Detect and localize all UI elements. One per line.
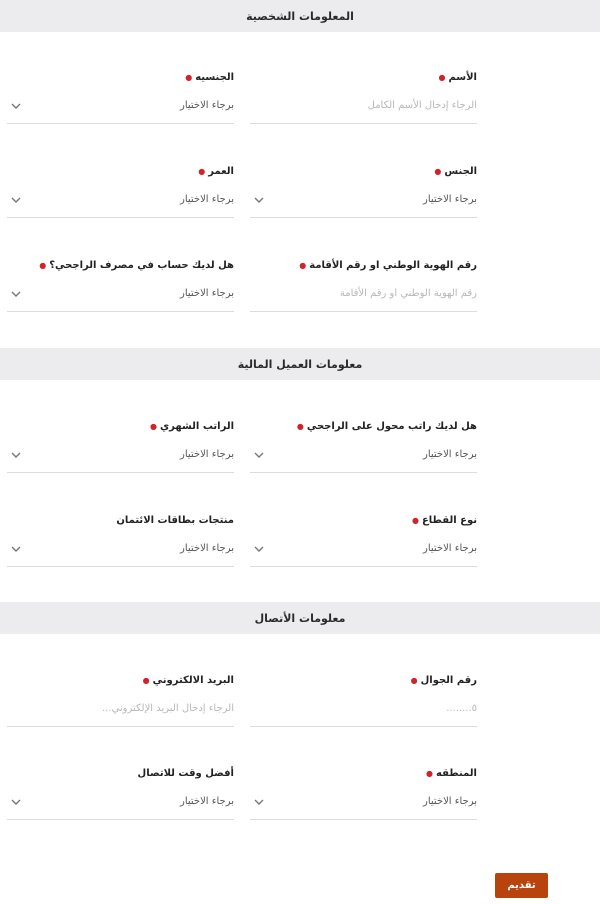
chevron-down-icon [252, 795, 266, 809]
sector-value: برجاء الاختيار [423, 543, 477, 554]
nationality-field[interactable] [7, 72, 234, 128]
required-marker: ● [296, 421, 304, 431]
section-title: معلومات العميل المالية [237, 357, 363, 371]
credit-products-label: منتجات بطاقات الائتمان [116, 515, 234, 526]
section-title: المعلومات الشخصية [246, 9, 354, 23]
required-marker: ● [434, 166, 442, 176]
region-field[interactable] [250, 768, 477, 824]
chevron-down-icon [9, 287, 23, 301]
gender-value: برجاء الاختيار [423, 194, 477, 205]
nationality-label: الجنسيه [195, 72, 234, 83]
chevron-down-icon [9, 542, 23, 556]
name-label: الأسم [448, 72, 477, 83]
monthly-salary-value: برجاء الاختيار [180, 449, 234, 460]
credit-products-value: برجاء الاختيار [180, 543, 234, 554]
gender-field[interactable] [250, 166, 477, 222]
monthly-salary-label: الراتب الشهري [160, 421, 234, 432]
best-time-label: أفضل وقت للاتصال [137, 768, 234, 779]
required-marker: ● [411, 515, 419, 525]
age-select[interactable] [7, 188, 234, 218]
sector-select[interactable] [250, 537, 477, 567]
chevron-down-icon [9, 99, 23, 113]
chevron-down-icon [9, 193, 23, 207]
gender-label: الجنس [444, 166, 477, 177]
monthly-salary-field[interactable] [7, 421, 234, 477]
salary-transfer-select[interactable] [250, 443, 477, 473]
age-field[interactable] [7, 166, 234, 222]
required-marker: ● [150, 421, 157, 431]
age-label: العمر [208, 166, 234, 177]
age-value: برجاء الاختيار [180, 194, 234, 205]
national-id-placeholder: رقم الهوية الوطني او رقم الأقامة [339, 288, 477, 299]
section-title: معلومات الأتصال [254, 611, 346, 625]
email-placeholder: الرجاء إدخال البريد الإلكتروني... [102, 703, 234, 714]
email-field[interactable] [7, 675, 234, 731]
required-marker: ● [198, 166, 206, 176]
sector-field[interactable] [250, 515, 477, 571]
required-marker: ● [39, 260, 47, 270]
alrajhi-account-label: هل لديك حساب في مصرف الراجحي؟ [49, 260, 234, 271]
gender-select[interactable] [250, 188, 477, 218]
name-placeholder: الرجاء إدخال الأسم الكامل [367, 100, 477, 111]
salary-transfer-label: هل لديك راتب محول على الراجحي [306, 421, 477, 432]
best-time-value: برجاء الاختيار [180, 796, 234, 807]
chevron-down-icon [252, 542, 266, 556]
best-time-select[interactable] [7, 790, 234, 820]
submit-button[interactable]: تقديم [495, 873, 548, 898]
best-time-field[interactable] [7, 768, 234, 824]
mobile-input[interactable] [250, 697, 477, 727]
required-marker: ● [142, 675, 150, 685]
credit-products-field[interactable] [7, 515, 234, 571]
chevron-down-icon [9, 448, 23, 462]
alrajhi-account-field[interactable] [7, 260, 234, 316]
chevron-down-icon [9, 795, 23, 809]
region-label: المنطقه [436, 768, 477, 779]
mobile-placeholder: ٥........ [446, 703, 477, 714]
required-marker: ● [185, 72, 193, 82]
region-select[interactable] [250, 790, 477, 820]
section-header-financial [0, 348, 600, 380]
sector-label: نوع القطاع [421, 515, 477, 526]
name-input[interactable] [250, 94, 477, 124]
mobile-label: رقم الجوال [420, 675, 477, 686]
required-marker: ● [426, 768, 434, 778]
salary-transfer-value: برجاء الاختيار [423, 449, 477, 460]
required-marker: ● [438, 72, 446, 82]
national-id-field[interactable] [250, 260, 477, 316]
monthly-salary-select[interactable] [7, 443, 234, 473]
nationality-select[interactable] [7, 94, 234, 124]
national-id-input[interactable] [250, 282, 477, 312]
alrajhi-account-value: برجاء الاختيار [180, 288, 234, 299]
chevron-down-icon [252, 448, 266, 462]
national-id-label: رقم الهوية الوطني او رقم الأقامة [309, 260, 477, 271]
salary-transfer-field[interactable] [250, 421, 477, 477]
nationality-value: برجاء الاختيار [180, 100, 234, 111]
alrajhi-account-select[interactable] [7, 282, 234, 312]
name-field[interactable] [250, 72, 477, 128]
required-marker: ● [410, 675, 418, 685]
section-header-personal [0, 0, 600, 32]
region-value: برجاء الاختيار [423, 796, 477, 807]
required-marker: ● [299, 260, 307, 270]
section-header-contact [0, 602, 600, 634]
email-label: البريد الالكتروني [152, 675, 234, 686]
credit-products-select[interactable] [7, 537, 234, 567]
chevron-down-icon [252, 193, 266, 207]
email-input[interactable] [7, 697, 234, 727]
mobile-field[interactable] [250, 675, 477, 731]
